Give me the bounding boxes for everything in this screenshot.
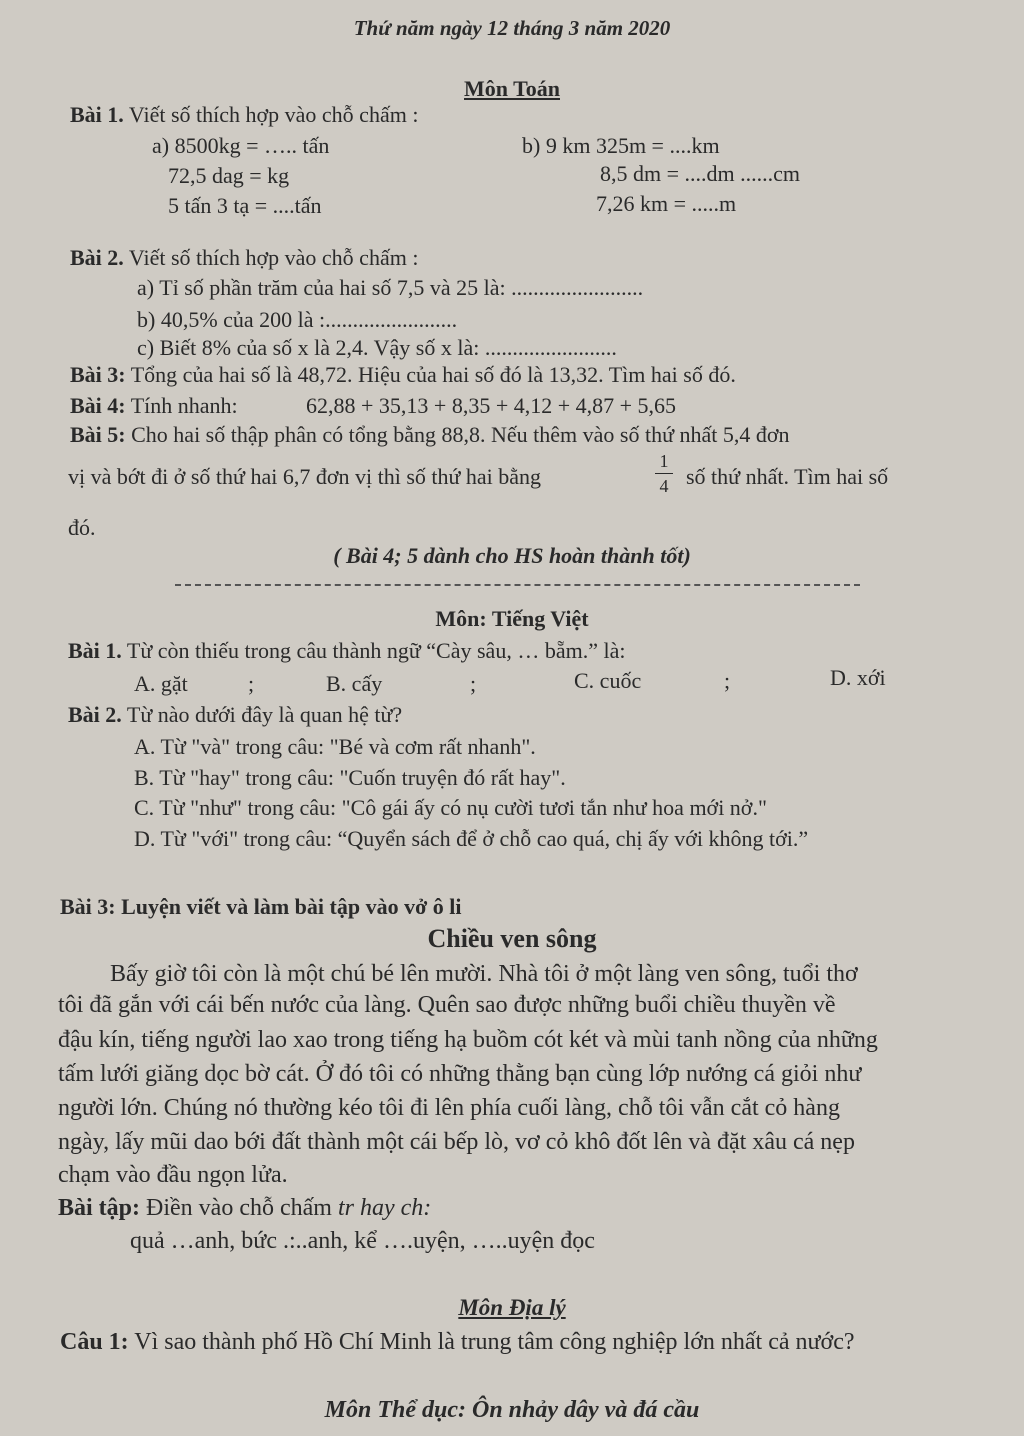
geo-q1-text: Vì sao thành phố Hồ Chí Minh là trung tâm công nghiệp lớn nhất cả nước? <box>134 1329 855 1355</box>
viet-b2-label: Bài 2. <box>68 702 122 727</box>
viet-b1-optD: D. xới <box>830 665 886 690</box>
geo-title: Môn Địa lý <box>458 1295 566 1320</box>
geo-q1 <box>60 1330 855 1354</box>
math-b5-line2a: vị và bớt đi ở số thứ hai 6,7 đơn vị thì số thứ hai bằng <box>68 464 542 489</box>
exercise-line: quả …anh, bức .:..anh, kể ….uyện, …..uyện đọc <box>130 1228 595 1254</box>
fraction <box>655 452 673 495</box>
math-b1-a2: 72,5 dag = kg <box>168 163 290 188</box>
viet-b2-optA: A. Từ "và" trong câu: "Bé và cơm rất nhanh". <box>134 734 536 759</box>
viet-b1-sep1: ; <box>248 671 255 696</box>
viet-b2-optC: C. Từ "như" trong câu: "Cô gái ấy có nụ cười tươi tắn như hoa mới nở." <box>134 795 767 820</box>
viet-b2-optD: D. Từ "với" trong câu: “Quyển sách để ở chỗ cao quá, chị ấy với không tới.” <box>134 826 809 851</box>
math-b1-text: Viết số thích hợp vào chỗ chấm : <box>128 102 419 127</box>
exercise-heading <box>58 1196 431 1220</box>
exercise-text: Điền vào chỗ chấm <box>146 1195 332 1221</box>
math-b2-heading <box>70 247 418 269</box>
math-b5-label: Bài 5: <box>70 422 126 447</box>
math-b1-a3: 5 tấn 3 tạ = ....tấn <box>168 193 322 218</box>
viet-b1-optA: A. gặt <box>134 671 188 696</box>
viet-b2-heading <box>68 704 402 726</box>
math-b4-label: Bài 4: <box>70 393 126 418</box>
math-b1-b1: b) 9 km 325m = ....km <box>522 133 720 158</box>
math-b2-text: Viết số thích hợp vào chỗ chấm : <box>128 245 419 270</box>
math-b2-label: Bài 2. <box>70 245 124 270</box>
math-b1-heading <box>70 104 418 126</box>
page-date: Thứ năm ngày 12 tháng 3 năm 2020 <box>353 16 671 40</box>
viet-b1-sep2: ; <box>470 671 477 696</box>
story-line-6: ngày, lấy mũi dao bới đất thành một cái bếp lò, vơ cỏ khô đốt lên và đặt xâu cá nẹp <box>58 1129 855 1155</box>
math-b5-line3: đó. <box>68 515 96 540</box>
math-b2-c: c) Biết 8% của số x là 2,4. Vậy số x là: ........................ <box>137 335 617 360</box>
math-b4-text: Tính nhanh: <box>130 393 238 418</box>
math-b3 <box>70 364 736 386</box>
viet-title: Môn: Tiếng Việt <box>435 606 589 631</box>
exercise-label: Bài tập: <box>58 1195 141 1221</box>
fraction-numerator: 1 <box>659 451 669 471</box>
viet-b1-optB: B. cấy <box>326 671 383 696</box>
story-line-7: chạm vào đầu ngọn lửa. <box>58 1162 288 1188</box>
section-divider <box>175 584 860 586</box>
math-b5-line2b: số thứ nhất. Tìm hai số <box>686 464 889 489</box>
story-line-2: tôi đã gắn với cái bến nước của làng. Quên sao được những buổi chiều thuyền về <box>58 992 836 1018</box>
math-b5-line1 <box>70 424 790 446</box>
math-b1-b3: 7,26 km = .....m <box>596 191 737 216</box>
math-b2-b: b) 40,5% của 200 là :........................ <box>137 307 458 332</box>
exercise-hint: tr hay ch: <box>337 1195 432 1221</box>
math-b4 <box>70 395 238 417</box>
math-b2-a: a) Tỉ số phần trăm của hai số 7,5 và 25 là: ........................ <box>137 275 644 300</box>
viet-b1-heading <box>68 640 625 662</box>
story-line-5: người lớn. Chúng nó thường kéo tôi đi lên phía cuối làng, chỗ tôi vẫn cắt cỏ hàng <box>58 1095 840 1121</box>
geo-q1-label: Câu 1: <box>60 1329 129 1355</box>
viet-b3-heading: Bài 3: Luyện viết và làm bài tập vào vở ô li <box>60 894 462 919</box>
math-b1-b2: 8,5 dm = ....dm ......cm <box>600 161 801 186</box>
math-note: ( Bài 4; 5 dành cho HS hoàn thành tốt) <box>333 543 691 568</box>
math-b4-expr: 62,88 + 35,13 + 8,35 + 4,12 + 4,87 + 5,65 <box>306 393 677 418</box>
story-line-4: tấm lưới giăng dọc bờ cát. Ở đó tôi có những thằng bạn cùng lớp nướng cá giỏi như <box>58 1061 862 1087</box>
story-title: Chiều ven sông <box>427 924 597 953</box>
math-b1-label: Bài 1. <box>70 102 124 127</box>
viet-b1-label: Bài 1. <box>68 638 122 663</box>
viet-b2-optB: B. Từ "hay" trong câu: "Cuốn truyện đó rất hay". <box>134 765 566 790</box>
viet-b2-text: Từ nào dưới đây là quan hệ từ? <box>126 702 403 727</box>
story-line-3: đậu kín, tiếng người lao xao trong tiếng hạ buồm cót két và mùi tanh nồng của những <box>58 1027 878 1053</box>
viet-b1-optC: C. cuốc <box>574 668 642 693</box>
fraction-bar <box>655 473 673 474</box>
math-title: Môn Toán <box>464 76 560 101</box>
math-b1-a1: a) 8500kg = ….. tấn <box>152 133 330 158</box>
fraction-denominator: 4 <box>659 476 669 496</box>
viet-b1-text: Từ còn thiếu trong câu thành ngữ “Cày sâu, … bẵm.” là: <box>126 638 626 663</box>
viet-b1-sep3: ; <box>724 668 731 693</box>
math-b3-text: Tổng của hai số là 48,72. Hiệu của hai số đó là 13,32. Tìm hai số đó. <box>130 362 736 387</box>
math-b5-text: Cho hai số thập phân có tổng bằng 88,8. Nếu thêm vào số thứ nhất 5,4 đơn <box>131 422 790 447</box>
math-b3-label: Bài 3: <box>70 362 126 387</box>
pe-title: Môn Thể dục: Ôn nhảy dây và đá cầu <box>324 1397 700 1423</box>
story-line-1: Bấy giờ tôi còn là một chú bé lên mười. Nhà tôi ở một làng ven sông, tuổi thơ <box>110 961 858 987</box>
